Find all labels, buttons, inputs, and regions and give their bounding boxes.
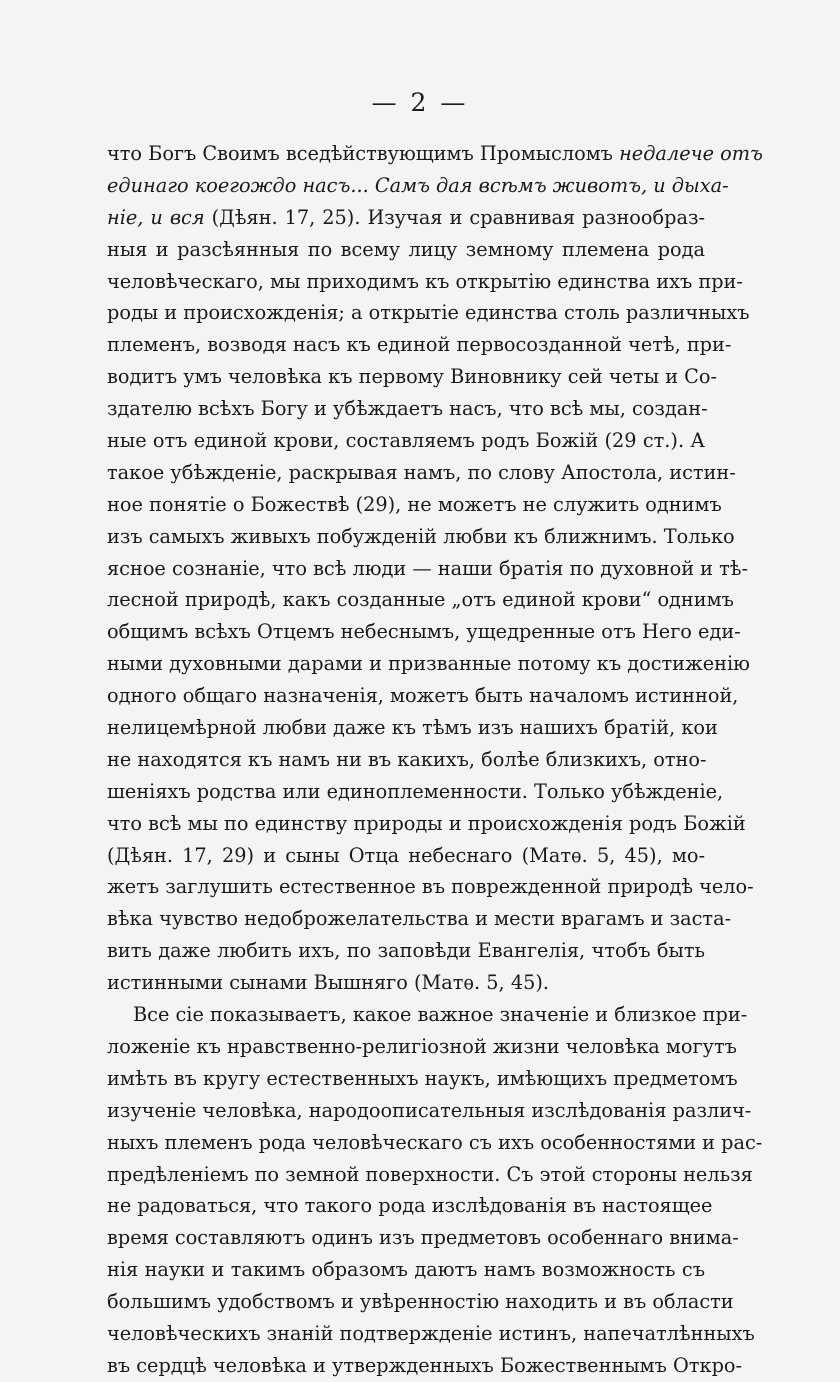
text-segment: ныхъ племенъ рода человѣческаго съ ихъ особенностями и рас- [107, 1130, 763, 1154]
text-line [107, 361, 718, 393]
text-segment: ложенiе къ нравственно-религiозной жизни человѣка могутъ [107, 1034, 737, 1058]
text-segment: ными духовными дарами и призванные потому къ достиженiю [107, 652, 750, 676]
text-line [107, 521, 735, 553]
text-segment: имѣть въ кругу естественныхъ наукъ, имѣющихъ предметомъ [107, 1066, 738, 1090]
text-segment: ясное сознанiе, что всѣ люди — наши братiя по духовной и тѣ- [107, 556, 748, 580]
text-line [107, 903, 732, 935]
text-segment: что всѣ мы по единству природы и происхожденiя родъ Божiй [107, 811, 746, 835]
text-line [107, 1222, 739, 1254]
text-line [107, 425, 705, 457]
text-line [107, 1286, 734, 1318]
text-line [107, 202, 705, 234]
text-segment: водитъ умъ человѣка къ первому Виновнику сей четы и Со- [107, 365, 718, 389]
text-line [107, 712, 718, 744]
text-segment: лесной природѣ, какъ созданные „отъ единой крови“ однимъ [107, 588, 734, 612]
text-line [107, 1159, 753, 1191]
text-segment: изъ самыхъ живыхъ побужденiй любви къ ближнимъ. Только [107, 524, 735, 548]
text-line [107, 1350, 743, 1382]
body-text [107, 138, 763, 1382]
text-line [107, 234, 705, 266]
text-line [107, 170, 729, 202]
text-segment: человѣческихъ знанiй подтвержденiе истинъ, напечатлѣнныхъ [107, 1321, 755, 1345]
text-line [107, 871, 754, 903]
text-line [107, 457, 736, 489]
italic-quote: нiе, и вся [107, 205, 205, 229]
text-segment: не радоваться, что такого рода изслѣдованiя въ настоящее [107, 1194, 713, 1218]
text-line [107, 616, 741, 648]
text-segment: общимъ всѣхъ Отцемъ небеснымъ, ущедренные отъ Него еди- [107, 620, 741, 644]
text-line [107, 967, 705, 999]
text-segment: не находятся къ намъ ни въ какихъ, болѣе близкихъ, отно- [107, 747, 707, 771]
text-segment: ные отъ единой крови, составляемъ родъ Божiй (29 ст.). А [107, 429, 705, 453]
text-segment: предѣленiемъ по земной поверхности. Съ этой стороны нельзя [107, 1162, 753, 1186]
text-segment: человѣческаго, мы приходимъ къ открытiю единства ихъ при- [107, 269, 743, 293]
text-segment: изученiе человѣка, народоописательныя изслѣдованiя различ- [107, 1098, 752, 1122]
paragraph [107, 999, 763, 1382]
text-segment: въ сердцѣ человѣка и утвержденныхъ Божественнымъ Откро- [107, 1353, 743, 1377]
text-line [107, 808, 746, 840]
page-number-header: — 2 — [371, 88, 469, 117]
text-line [107, 489, 722, 521]
text-line [107, 1063, 738, 1095]
text-line [107, 1031, 737, 1063]
text-line [107, 776, 724, 808]
text-line [107, 648, 750, 680]
paragraph [107, 138, 763, 999]
text-line [107, 138, 763, 170]
text-segment: вѣка чувство недоброжелательства и мести врагамъ и застa- [107, 907, 732, 931]
text-line [107, 744, 705, 776]
text-segment: такое убѣжденiе, раскрывая намъ, по слову Апостола, истин- [107, 460, 736, 484]
text-line [107, 1318, 755, 1350]
text-segment: шенiяхъ родства или единоплеменности. Только убѣжденiе, [107, 779, 724, 803]
text-line [107, 329, 732, 361]
text-line [107, 297, 750, 329]
text-segment: племенъ, возводя насъ къ единой первосозданной четѣ, при- [107, 333, 732, 357]
text-line [107, 1127, 763, 1159]
text-line [107, 266, 743, 298]
text-line [107, 935, 705, 967]
text-segment: нiя науки и такимъ образомъ даютъ намъ возможность съ [107, 1258, 705, 1282]
text-segment: время составляютъ одинъ изъ предметовъ особеннаго внима- [107, 1226, 739, 1250]
text-segment: вить даже любить ихъ, по заповѣди Евангелiя, чтобъ быть [107, 939, 705, 963]
text-segment: одного общаго назначенiя, можетъ быть началомъ истинной, [107, 684, 739, 708]
text-segment: истинными сынами Вышняго (Матѳ. 5, 45). [107, 971, 550, 995]
text-segment: роды и происхожденiя; а открытiе единства столь различныхъ [107, 301, 750, 325]
text-line [107, 1095, 752, 1127]
text-line [107, 553, 748, 585]
text-segment: Все сiе показываетъ, какое важное значенiе и близкое при- [133, 1003, 748, 1027]
text-segment: (Дѣян. 17, 25). Изучая и сравнивая разнообраз- [204, 205, 705, 229]
italic-quote: единаго коегождо насъ... Самъ дая всѣмъ животъ, и дыха- [107, 173, 729, 197]
text-segment: большимъ удобствомъ и увѣренностiю находить и въ области [107, 1290, 734, 1314]
text-line [107, 1190, 713, 1222]
text-line [107, 680, 739, 712]
text-segment: нелицемѣрной любви даже къ тѣмъ изъ нашихъ братiй, кои [107, 716, 718, 740]
text-line [107, 1254, 705, 1286]
text-segment: (Дѣян. 17, 29) и сыны Отца небеснаго (Матѳ. 5, 45), мо- [107, 843, 705, 867]
text-line [107, 393, 708, 425]
text-segment: что Богъ Своимъ вседѣйствующимъ Промысломъ [107, 142, 620, 165]
text-segment: ныя и разсѣянныя по всему лицу земному племена рода [107, 237, 705, 261]
italic-quote: недалече отъ [619, 142, 763, 165]
text-segment: жетъ заглушить естественное въ поврежденной природѣ чело- [107, 875, 754, 899]
text-segment: ное понятiе о Божествѣ (29), не можетъ не служить однимъ [107, 492, 722, 516]
text-segment: здателю всѣхъ Богу и убѣждаетъ насъ, что всѣ мы, создан- [107, 397, 708, 421]
text-line [107, 840, 705, 872]
text-line [107, 999, 748, 1031]
text-line [107, 584, 734, 616]
